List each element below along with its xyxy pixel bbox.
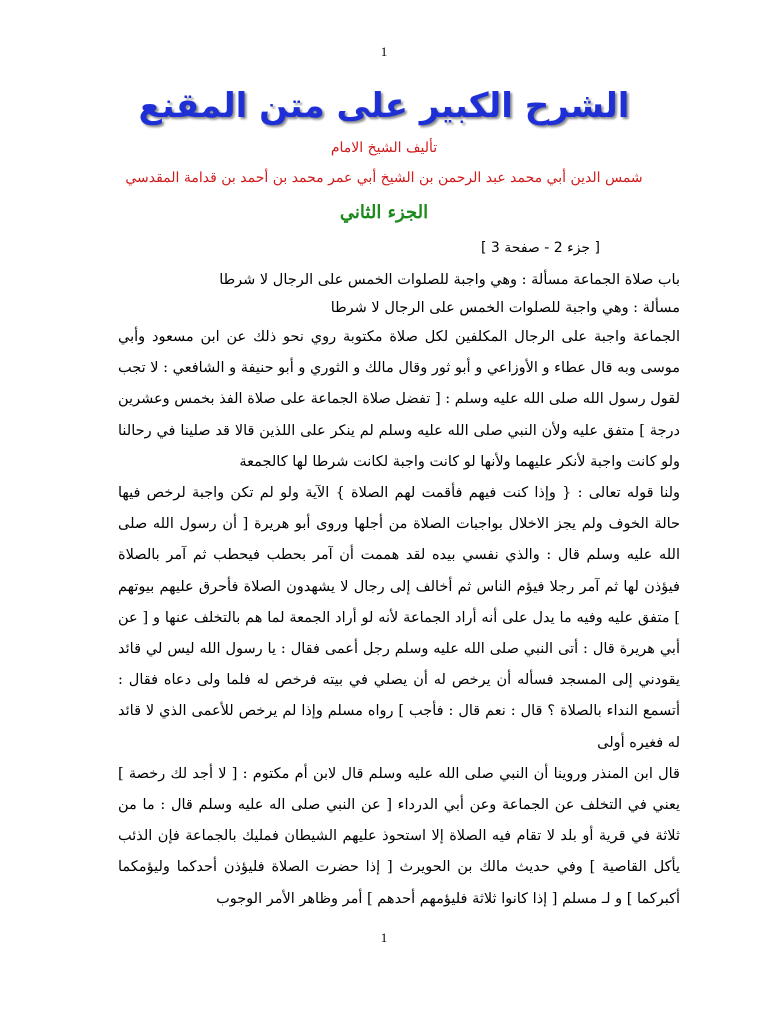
paragraph: الجماعة واجبة على الرجال المكلفين لكل صلاة مكتوبة روي نحو ذلك عن ابن مسعود وأبي موسى وبه قال عطاء و الأوزاعي و أبو ثور وقال مالك و الثوري و أبو حنيفة و الشافعي : لا تجب لقول رسول الله صلى الله عليه وسلم : [ تفضل صلاة الجماعة على صلاة الفذ بخمس وعشرين درجة ] متفق عليه ولأن النبي صلى الله عليه وسلم لم ينكر على اللذين قالا قد صلينا في رحالنا ولو كانت واجبة لأنكر عليهما ولأنها لو كانت واجبة لكانت شرطا لها كالجمعة	[118, 329, 680, 470]
volume-heading: الجزء الثاني	[339, 202, 429, 223]
book-title: الشرح الكبير على متن المقنع	[138, 86, 630, 126]
author-name: شمس الدين أبي محمد عبد الرحمن بن الشيخ أبي عمر محمد بن أحمد بن قدامة المقدسي	[125, 170, 643, 186]
paragraph: باب صلاة الجماعة مسألة : وهي واجبة للصلوات الخمس على الرجال لا شرطا	[219, 272, 680, 288]
page-reference: [ جزء 2 - صفحة 3 ]	[480, 240, 600, 256]
paragraph: مسألة : وهي واجبة للصلوات الخمس على الرجال لا شرطا	[330, 300, 680, 316]
body-text	[118, 266, 680, 915]
paragraph: قال ابن المنذر وروينا أن النبي صلى الله عليه وسلم قال لابن أم مكتوم : [ لا أجد لك رخصة ] يعني في التخلف عن الجماعة وعن أبي الدرداء [ عن النبي صلى اله عليه وسلم قال : ما من ثلاثة في قرية أو بلد لا تقام فيه الصلاة إلا استحوذ عليهم الشيطان فمليك بالجماعة فإن الذئب يأكل القاصية ] وفي حديث مالك بن الحويرث [ إذا حضرت الصلاة فليؤذن أحدكما وليؤمكما أكبركما ] و لـ مسلم [ إذا كانوا ثلاثة فليؤمهم أحدهم ] أمر وظاهر الأمر الوجوب	[118, 765, 680, 907]
page-number-top: 1	[380, 44, 388, 59]
page-number-bottom: 1	[380, 930, 388, 945]
author-label: تأليف الشيخ الامام	[330, 140, 438, 156]
paragraph: ولنا قوله تعالى : { وإذا كنت فيهم فأقمت لهم الصلاة } الآية ولو لم تكن واجبة لرخص فيها حالة الخوف ولم يجز الاخلال بواجبات الصلاة من أجلها وروى أبو هريرة [ أن رسول الله صلى الله عليه وسلم قال : والذي نفسي بيده لقد هممت أن آمر بحطب فيحطب ثم آمر بالصلاة فيؤذن لها ثم آمر رجلا فيؤم الناس ثم أخالف إلى رجال لا يشهدون الصلاة فأحرق عليهم بيوتهم ] متفق عليه وفيه ما يدل على أنه أراد الجماعة لأنه لو أراد الجمعة لما هم بالتخلف عنها و [ عن أبي هريرة قال : أتى النبي صلى الله عليه وسلم رجل أعمى فقال : يا رسول الله ليس لي قائد يقودني إلى المسجد فسأله أن يرخص له أن يصلي في بيته فرخص له فلما ولى دعاه فقال : أتسمع النداء بالصلاة ؟ قال : نعم قال : فأجب ] رواه مسلم وإذا لم يرخص للأعمى الذي لا قائد له فغيره أولى	[118, 485, 680, 751]
